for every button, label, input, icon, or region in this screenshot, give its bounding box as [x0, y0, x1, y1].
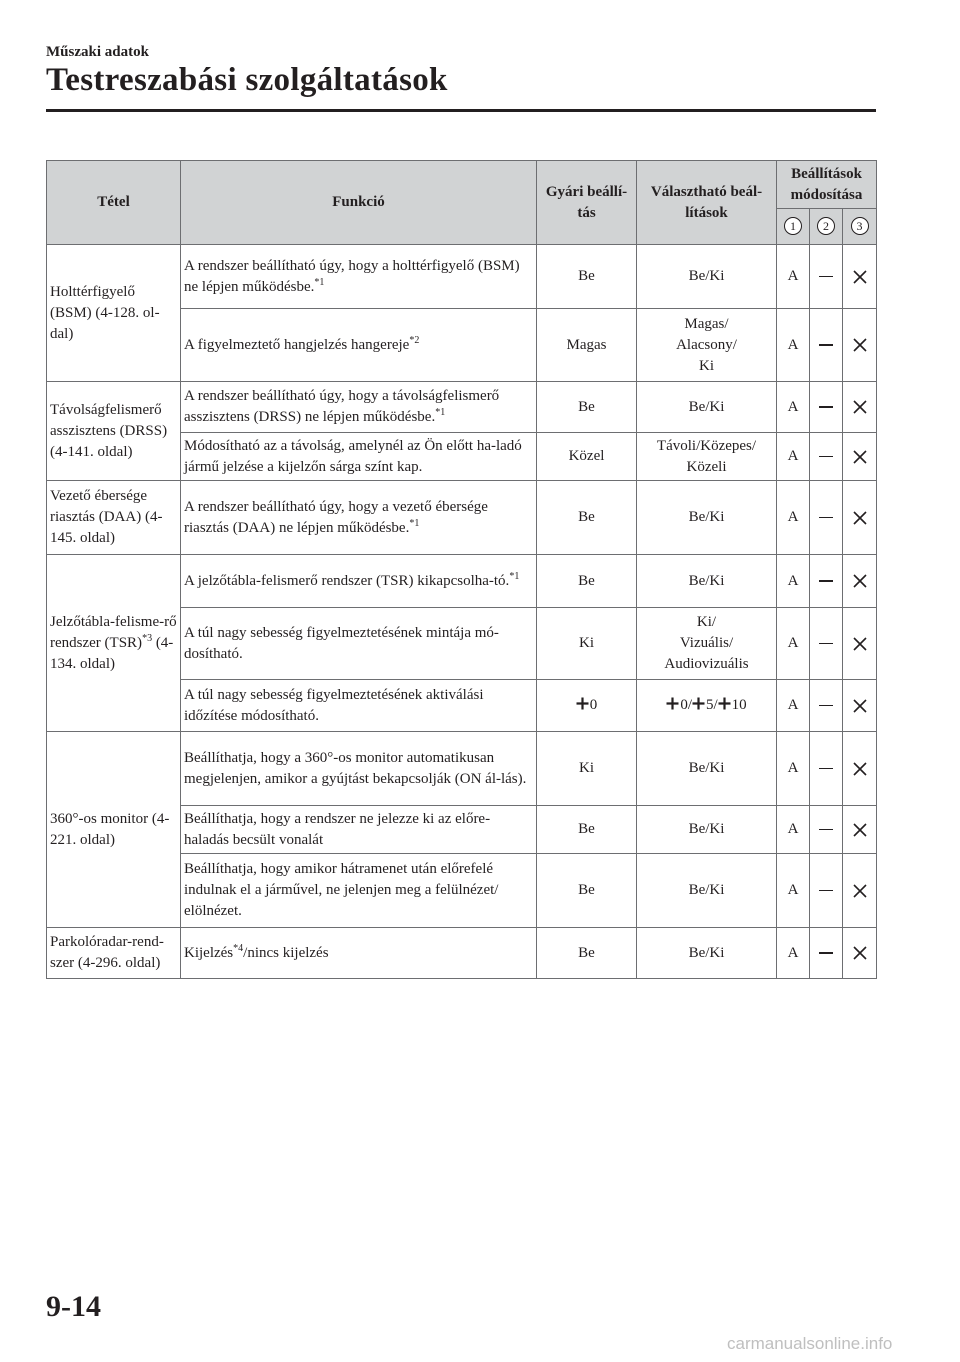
header-item: Tétel [47, 161, 181, 245]
method-3-cell [843, 555, 877, 608]
table-body [47, 245, 877, 979]
method-3-cell [843, 433, 877, 481]
default-cell: Ki [537, 732, 637, 806]
cross-icon [852, 269, 868, 285]
method-2-badge: 2 [817, 217, 835, 235]
dash-icon [819, 829, 833, 831]
default-cell: Be [537, 555, 637, 608]
dash-icon [819, 705, 833, 707]
plus-icon [718, 697, 731, 710]
default-cell: Be [537, 481, 637, 555]
options-cell: Be/Ki [637, 732, 777, 806]
cross-icon [852, 510, 868, 526]
footnote-mark: *4 [233, 942, 244, 954]
cross-icon [852, 822, 868, 838]
function-text: Kijelzés [184, 944, 234, 961]
method-1-cell: A [777, 245, 810, 309]
default-cell: Be [537, 245, 637, 309]
function-cell: Beállíthatja, hogy a rendszer ne jelezze ki az előre-haladás becsült vonalát [181, 806, 537, 854]
function-cell [181, 309, 537, 382]
item-cell: Távolságfelismerő asszisztens (DRSS) (4-141. oldal) [47, 382, 181, 481]
cross-icon [852, 698, 868, 714]
method-2-cell [810, 555, 843, 608]
default-cell: Ki [537, 608, 637, 680]
method-2-cell [810, 433, 843, 481]
method-1-cell: A [777, 806, 810, 854]
function-cell: Beállíthatja, hogy a 360°-os monitor automatikusan megjelenjen, amikor a gyújtást bekapcsolják (ON ál-lás). [181, 732, 537, 806]
method-3-cell [843, 732, 877, 806]
footnote-mark: *1 [509, 570, 520, 582]
options-cell: Be/Ki [637, 245, 777, 309]
default-cell: Be [537, 806, 637, 854]
dash-icon [819, 952, 833, 954]
plus-icon [692, 697, 705, 710]
method-3-cell [843, 928, 877, 979]
settings-table [46, 160, 877, 979]
item-cell: Parkolóradar-rend-szer (4-296. oldal) [47, 928, 181, 979]
cross-icon [852, 449, 868, 465]
function-cell [181, 245, 537, 309]
method-1-cell: A [777, 854, 810, 928]
function-cell: A túl nagy sebesség figyelmeztetésének aktiválási időzítése módosítható. [181, 680, 537, 732]
function-text: A rendszer beállítható úgy, hogy a holttérfigyelő (BSM) ne lépjen működésbe. [184, 257, 520, 295]
method-3-cell [843, 806, 877, 854]
default-cell: Közel [537, 433, 637, 481]
method-3-cell [843, 481, 877, 555]
default-value: 0 [589, 697, 598, 713]
method-2-cell [810, 732, 843, 806]
method-3-cell [843, 309, 877, 382]
table-row [47, 928, 877, 979]
options-cell: Be/Ki [637, 854, 777, 928]
title-rule [46, 109, 876, 112]
options-cell: Be/Ki [637, 481, 777, 555]
default-cell [537, 680, 637, 732]
item-cell: Holttérfigyelő (BSM) (4-128. ol-dal) [47, 245, 181, 382]
header-default: Gyári beállí-tás [537, 161, 637, 245]
method-3-cell [843, 854, 877, 928]
header-options: Választható beál-lítások [637, 161, 777, 245]
watermark: carmanualsonline.info [727, 1334, 893, 1353]
section-label: Műszaki adatok [46, 44, 149, 60]
item-cell [47, 555, 181, 732]
cross-icon [852, 399, 868, 415]
method-1-cell: A [777, 608, 810, 680]
table-row [47, 481, 877, 555]
method-3-cell [843, 245, 877, 309]
options-cell: Be/Ki [637, 928, 777, 979]
table-row [47, 245, 877, 309]
method-2-cell [810, 481, 843, 555]
footnote-mark: *1 [314, 276, 325, 288]
cross-icon [852, 945, 868, 961]
method-1-cell: A [777, 680, 810, 732]
method-3-badge: 3 [851, 217, 869, 235]
function-text-tail: /nincs kijelzés [243, 944, 329, 961]
plus-icon [576, 697, 589, 710]
option-value: 0 [680, 697, 688, 713]
dash-icon [819, 768, 833, 770]
method-3-cell [843, 608, 877, 680]
options-cell: Ki/ Vizuális/ Audiovizuális [637, 608, 777, 680]
function-cell: A túl nagy sebesség figyelmeztetésének mintája mó-dosítható. [181, 608, 537, 680]
dash-icon [819, 276, 833, 278]
method-1-cell: A [777, 309, 810, 382]
table-row [47, 732, 877, 806]
method-1-cell: A [777, 382, 810, 433]
dash-icon [819, 406, 833, 408]
options-cell: Be/Ki [637, 806, 777, 854]
footnote-mark: *1 [409, 517, 420, 529]
function-text: A figyelmeztető hangjelzés hangereje [184, 336, 410, 353]
dash-icon [819, 517, 833, 519]
options-cell: Távoli/Közepes/ Közeli [637, 433, 777, 481]
dash-icon [819, 456, 833, 458]
item-text-tail: (4-134. oldal) [50, 634, 174, 672]
dash-icon [819, 643, 833, 645]
function-text: A rendszer beállítható úgy, hogy a távolságfelismerő asszisztens (DRSS) ne lépjen működésbe. [184, 388, 500, 425]
table-row [47, 382, 877, 433]
method-1-cell: A [777, 732, 810, 806]
method-2-cell [810, 680, 843, 732]
option-value: 5 [706, 697, 714, 713]
function-cell [181, 928, 537, 979]
item-cell: 360°-os monitor (4-221. oldal) [47, 732, 181, 928]
method-3-cell [843, 382, 877, 433]
header-method-1 [777, 209, 810, 245]
method-2-cell [810, 309, 843, 382]
method-1-cell: A [777, 433, 810, 481]
header-modify: Beállítások módosítása [777, 161, 877, 209]
table-row [47, 555, 877, 608]
default-cell: Be [537, 854, 637, 928]
footnote-mark: *2 [409, 334, 420, 346]
method-2-cell [810, 806, 843, 854]
method-2-cell [810, 608, 843, 680]
method-1-cell: A [777, 928, 810, 979]
function-cell [181, 481, 537, 555]
function-text: A jelzőtábla-felismerő rendszer (TSR) kikapcsolha-tó. [184, 572, 510, 589]
dash-icon [819, 580, 833, 582]
option-value: 10 [731, 697, 747, 713]
cross-icon [852, 883, 868, 899]
page-number: 9-14 [46, 1290, 101, 1323]
page-title: Testreszabási szolgáltatások [46, 62, 448, 98]
cross-icon [852, 761, 868, 777]
method-3-cell [843, 680, 877, 732]
method-2-cell [810, 382, 843, 433]
default-cell: Magas [537, 309, 637, 382]
header-function: Funkció [181, 161, 537, 245]
header-method-2 [810, 209, 843, 245]
method-2-cell [810, 928, 843, 979]
method-2-cell [810, 245, 843, 309]
cross-icon [852, 337, 868, 353]
footnote-mark: *1 [435, 407, 446, 418]
header-method-3 [843, 209, 877, 245]
options-cell: 0/ 5/ 10 [637, 680, 777, 732]
function-cell: Módosítható az a távolság, amelynél az Ön előtt ha-ladó jármű jelzése a kijelzőn sárga színt kap. [181, 433, 537, 481]
item-cell: Vezető ébersége riasztás (DAA) (4-145. oldal) [47, 481, 181, 555]
cross-icon [852, 573, 868, 589]
method-2-cell [810, 854, 843, 928]
footnote-mark: *3 [142, 632, 153, 644]
item-text: Jelzőtábla-felisme-rő rendszer (TSR) [50, 613, 177, 651]
default-cell: Be [537, 928, 637, 979]
options-cell: Magas/ Alacsony/ Ki [637, 309, 777, 382]
options-cell: Be/Ki [637, 382, 777, 433]
default-cell: Be [537, 382, 637, 433]
function-cell [181, 555, 537, 608]
function-cell: Beállíthatja, hogy amikor hátramenet után előrefelé indulnak el a járművel, ne jelenjen meg a felülnézet/ elölnézet. [181, 854, 537, 928]
cross-icon [852, 636, 868, 652]
plus-icon [666, 697, 679, 710]
options-cell: Be/Ki [637, 555, 777, 608]
method-1-badge: 1 [784, 217, 802, 235]
dash-icon [819, 344, 833, 346]
function-text: A rendszer beállítható úgy, hogy a vezető ébersége riasztás (DAA) ne lépjen működésbe. [184, 498, 488, 536]
function-cell [181, 382, 537, 433]
method-1-cell: A [777, 555, 810, 608]
method-1-cell: A [777, 481, 810, 555]
dash-icon [819, 890, 833, 892]
